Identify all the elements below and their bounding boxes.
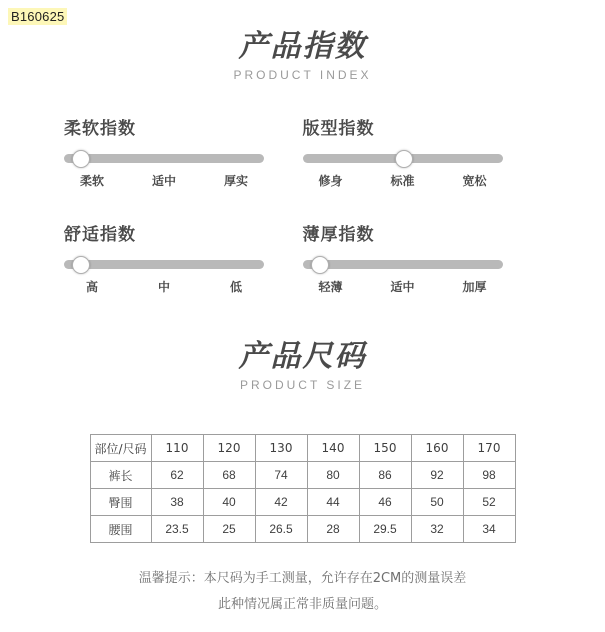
table-cell: 23.5 (151, 516, 203, 543)
index-item-fit (303, 114, 513, 188)
table-cell: 110 (151, 435, 203, 462)
table-cell: 120 (203, 435, 255, 462)
slider-knob[interactable] (72, 150, 90, 168)
product-index-title-cn: 产品指数 (238, 29, 367, 64)
table-cell: 42 (255, 489, 307, 516)
table-row (90, 462, 515, 489)
table-cell: 160 (411, 435, 463, 462)
size-table (90, 434, 516, 543)
tick-label: 适中 (390, 280, 415, 294)
index-label: 柔软指数 (64, 119, 136, 139)
tick-label: 轻薄 (318, 280, 343, 294)
index-slider[interactable] (303, 149, 513, 169)
measurement-notes (0, 566, 605, 618)
sku-code: B160625 (8, 8, 67, 25)
product-index-title-en: PRODUCT INDEX (233, 68, 372, 82)
product-size-title-cn: 产品尺码 (238, 339, 367, 374)
table-cell: 140 (307, 435, 359, 462)
table-cell: 50 (411, 489, 463, 516)
table-row (90, 489, 515, 516)
product-size-heading (0, 340, 605, 392)
table-cell: 74 (255, 462, 307, 489)
slider-knob[interactable] (72, 256, 90, 274)
index-slider[interactable] (64, 149, 274, 169)
index-grid (0, 114, 605, 294)
slider-track (64, 260, 264, 269)
slider-knob[interactable] (395, 150, 413, 168)
table-cell: 62 (151, 462, 203, 489)
index-item-comfort (64, 220, 274, 294)
table-cell: 臀围 (90, 489, 151, 516)
table-row-header (90, 435, 515, 462)
index-tick-labels (64, 172, 264, 188)
tick-label: 高 (85, 280, 99, 294)
table-cell: 68 (203, 462, 255, 489)
table-cell: 裤长 (90, 462, 151, 489)
product-size-section (0, 340, 605, 543)
table-cell: 92 (411, 462, 463, 489)
table-cell: 98 (463, 462, 515, 489)
index-item-thickness (303, 220, 513, 294)
slider-knob[interactable] (311, 256, 329, 274)
table-cell: 32 (411, 516, 463, 543)
tick-label: 宽松 (462, 174, 487, 188)
index-slider[interactable] (303, 255, 513, 275)
table-cell: 部位/尺码 (90, 435, 151, 462)
tick-label: 加厚 (462, 280, 487, 294)
table-cell: 29.5 (359, 516, 411, 543)
table-cell: 170 (463, 435, 515, 462)
index-label: 薄厚指数 (302, 225, 375, 245)
slider-track (303, 260, 503, 269)
index-tick-labels (303, 278, 503, 294)
size-table-wrap (0, 434, 605, 543)
product-size-title-en: PRODUCT SIZE (239, 378, 366, 392)
table-cell: 52 (463, 489, 515, 516)
table-cell: 150 (359, 435, 411, 462)
table-cell: 34 (463, 516, 515, 543)
slider-track (64, 154, 264, 163)
table-cell: 28 (307, 516, 359, 543)
product-index-section (0, 30, 605, 294)
note-line-1: 温馨提示：本尺码为手工测量，允许存在2CM的测量误差 (138, 571, 467, 586)
index-label: 舒适指数 (64, 225, 136, 245)
table-cell: 46 (359, 489, 411, 516)
index-tick-labels (64, 278, 264, 294)
tick-label: 修身 (318, 174, 343, 188)
table-cell: 44 (307, 489, 359, 516)
table-cell: 腰围 (90, 516, 151, 543)
tick-label: 低 (229, 280, 243, 294)
index-slider[interactable] (64, 255, 274, 275)
index-item-softness (64, 114, 274, 188)
table-cell: 130 (255, 435, 307, 462)
product-index-heading (0, 30, 605, 82)
tick-label: 适中 (151, 174, 177, 188)
table-row (90, 516, 515, 543)
tick-label: 中 (157, 280, 171, 294)
note-line-2: 此种情况属正常非质量问题。 (217, 597, 387, 612)
index-label: 版型指数 (302, 119, 375, 139)
table-cell: 86 (359, 462, 411, 489)
table-cell: 80 (307, 462, 359, 489)
table-cell: 38 (151, 489, 203, 516)
table-cell: 25 (203, 516, 255, 543)
index-tick-labels (303, 172, 503, 188)
table-cell: 40 (203, 489, 255, 516)
tick-label: 标准 (390, 174, 415, 188)
tick-label: 柔软 (79, 174, 105, 188)
table-cell: 26.5 (255, 516, 307, 543)
tick-label: 厚实 (223, 174, 249, 188)
